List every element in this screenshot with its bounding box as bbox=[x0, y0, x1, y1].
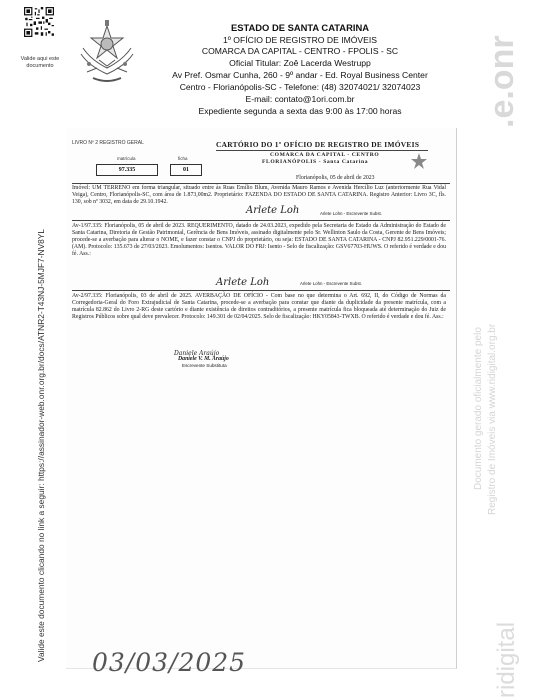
state-seal-icon bbox=[77, 20, 137, 86]
signature-1: Arlete Loh bbox=[246, 205, 300, 216]
book-label: LIVRO Nº 2 REGISTRO GERAL bbox=[72, 140, 144, 146]
av2-text: Av-2/97.335: Florianópolis, 03 de abril de 2025. AVERBAÇÃO DE OFÍCIO - Com base no que determina o Art. 692, II, do Código de Normas da Corregedoria-Geral do Foro Extrajudicial de Santa Catarina, procede-se a averbação para constar que diante da duplicidade da presente matrícula, com a matrícula 82.862 do Livro 2-RG deste cartório e diante existência de direitos contraditórios, a presente matrícula fica bloqueada até determinação do Juiz de Registros Públicos sobre qual deve prevalecer. Protocolo: 149.301 de 02/04/2025. Selo de fiscalização: HKY05843-TWXB. O referido é verdade e dou fé. Ass.: bbox=[72, 293, 446, 320]
watermark-text-2: Registro de Imóveis via www.ridigital.org.br bbox=[487, 323, 498, 515]
header-comarca: COMARCA DA CAPITAL - CENTRO - FPOLIS - SC bbox=[201, 46, 399, 56]
header-address: Av Pref. Osmar Cunha, 260 - 9º andar - Ed. Royal Business Center bbox=[172, 70, 428, 80]
right-watermark bbox=[455, 10, 525, 700]
qr-caption: Valide aqui este documento bbox=[20, 56, 60, 69]
header-office: 1º OFÍCIO DE REGISTRO DE IMÓVEIS bbox=[222, 35, 378, 45]
validation-link[interactable]: Valide este documento clicando no link a seguir: https://assinador-web.onr.org.br/docs/ATNR2-T43NJ-5MJF7-NV8YL bbox=[36, 228, 46, 662]
imovel-text: Imóvel: UM TERRENO em forma triangular, situado entre às Ruas Emílio Blum, Avenida Mauro Ramos e Avenida Hercílio Luz (anteriormente Rua Vidal Veiga), Centro, Florianópolis-SC, com área de 1.873,00m2. Proprietário: FAZENDA DO ESTADO DE SANTA CATARINA. Registro Anterior: Livro 3C, fls. 130, sob nº 3032, em data de 29.10.1942. bbox=[72, 185, 446, 205]
matricula-box: 97.335 bbox=[96, 164, 158, 176]
cartorio-emblem-icon bbox=[409, 152, 429, 172]
watermark-text-1: Documento gerado oficialmente pelo bbox=[473, 327, 484, 490]
header-state: ESTADO DE SANTA CATARINA bbox=[230, 22, 369, 33]
registry-scan bbox=[66, 128, 457, 669]
watermark-bottom: ridigital bbox=[493, 621, 520, 698]
qr-code[interactable] bbox=[24, 7, 54, 37]
watermark-logo: .e.onr bbox=[483, 35, 521, 128]
header-oficial: Oficial Titular: Zoê Lacerda Westrupp bbox=[229, 58, 371, 68]
signature-2-name: Arlete Lohn - Escrevente Subst. bbox=[300, 281, 362, 286]
signature-2: Arlete Loh bbox=[216, 277, 270, 288]
signature-3: Daniele Araújo bbox=[174, 350, 220, 357]
cartorio-title: CARTÓRIO DO 1º OFÍCIO DE REGISTRO DE IMÓVEIS bbox=[216, 140, 420, 149]
header-phone: Centro - Florianópolis-SC - Telefone: (48) 32074021/ 32074023 bbox=[179, 82, 421, 92]
city-state: FLORIANÓPOLIS - Santa Catarina bbox=[262, 159, 369, 165]
matricula-label: matrícula bbox=[117, 156, 136, 161]
ficha-box: 01 bbox=[170, 164, 202, 176]
open-date: Florianópolis, 05 de abril de 2023 bbox=[296, 175, 375, 181]
ficha-label: ficha bbox=[178, 156, 188, 161]
signature-3-role: Escrevente Substituta bbox=[182, 363, 227, 368]
comarca: COMARCA DA CAPITAL - CENTRO bbox=[270, 152, 380, 158]
handwritten-date: 03/03/2025 bbox=[92, 648, 247, 677]
header-email: E-mail: contato@1ori.com.br bbox=[245, 94, 355, 104]
header-hours: Expediente segunda a sexta das 9:00 às 17:00 horas bbox=[198, 106, 402, 116]
signature-3-name: Daniele V. M. Araújo bbox=[178, 356, 229, 362]
av1-text: Av-1/97.335: Florianópolis, 05 de abril de 2023. REQUERIMENTO, datado de 24.03.2023, expedido pela Secretaria de Estado da Administração do Estado de Santa Catarina, Diretoria de Gestão Patrimonial, Gerência de Bens Imóveis, assinado digitalmente pelo Sr. Wellinton Saulo da Costa, Gerente de Bens Imóveis; procede-se a averbação para alterar o NOME, e fazer constar o CNPJ do proprietário, ou seja: ESTADO DE SANTA CATARINA - CNPJ 82.951.229/0001-76. (AM). Protocolo: 135.673 de 27/03/2023. Emolumentos: Isentos. VALOR DO FRJ: Isento - Selo de fiscalização: GSV67703-HUWS. O referido é verdade e dou fé. Ass.: bbox=[72, 223, 446, 257]
signature-1-name: Arlete Lohn - Escrevente Subst. bbox=[320, 211, 382, 216]
